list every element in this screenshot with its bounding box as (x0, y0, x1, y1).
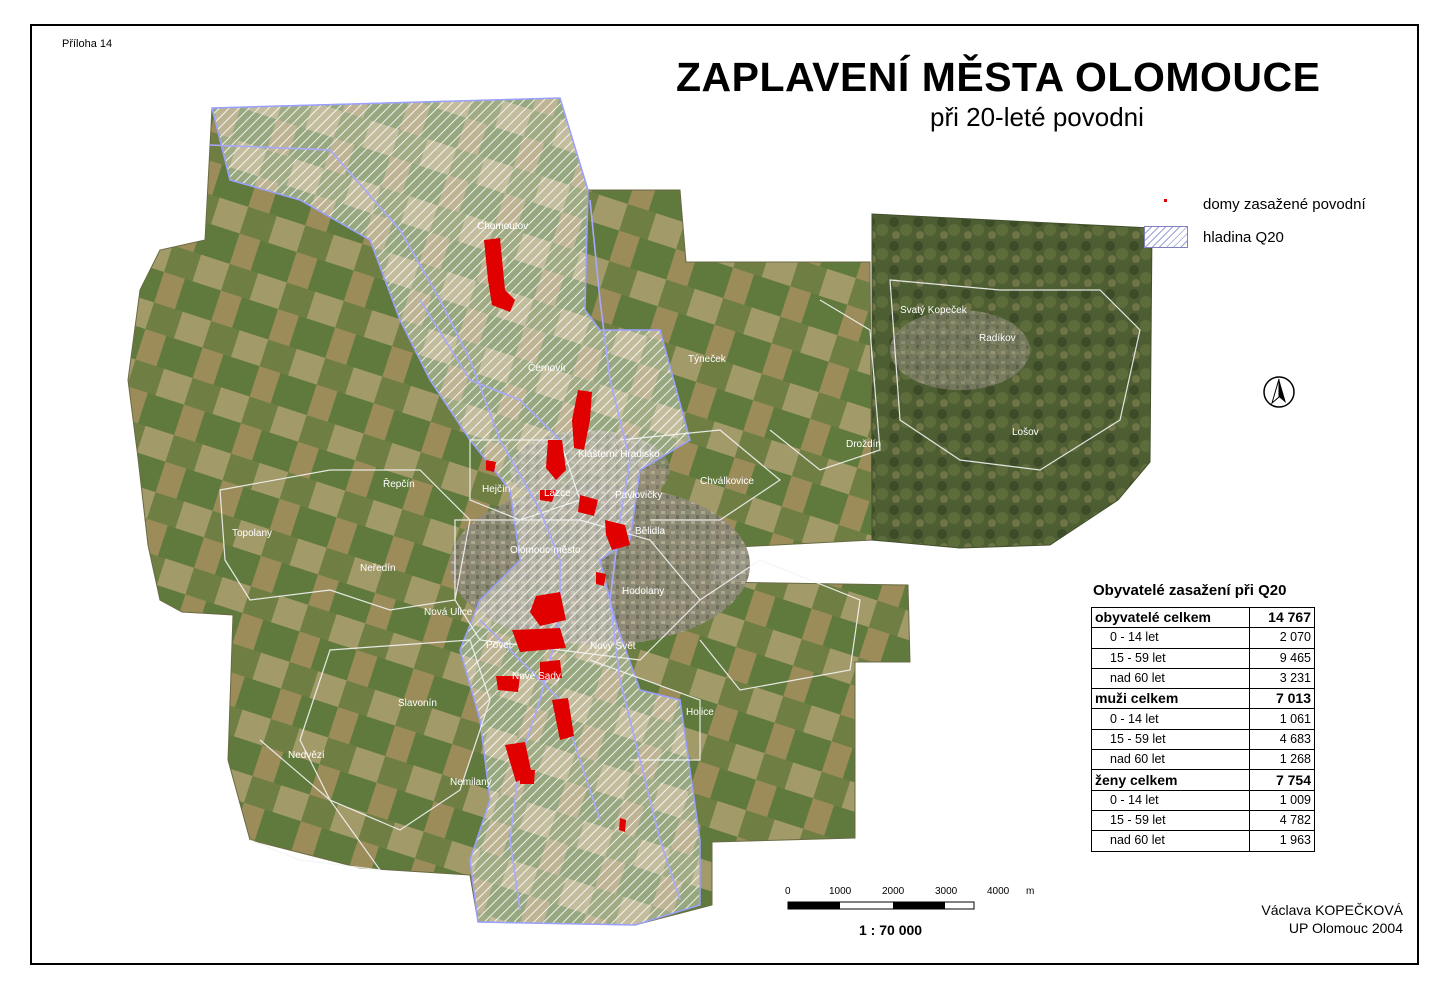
stats-row (1092, 709, 1315, 729)
stats-row (1092, 729, 1315, 749)
stats-row-label: muži celkem (1092, 689, 1250, 709)
stats-row (1092, 770, 1315, 790)
place-name-label: Černovír (528, 363, 567, 374)
place-name-label: Droždín (846, 439, 882, 450)
place-name-label: Hodolany (622, 586, 665, 597)
scale-tick-label: 3000 (935, 886, 958, 897)
scale-tick-label: 0 (785, 886, 791, 897)
stats-row-value: 2 070 (1250, 628, 1315, 648)
stats-table-title: Obyvatelé zasažení při Q20 (1093, 582, 1287, 599)
stats-row-label: 0 - 14 let (1092, 709, 1250, 729)
scale-tick-label: 2000 (882, 886, 905, 897)
place-name-label: Klášterní Hradisko (578, 449, 660, 460)
stats-row (1092, 831, 1315, 851)
place-name-label: Povel (486, 640, 512, 651)
place-name-label: Nový Svět (590, 641, 636, 652)
scale-ratio: 1 : 70 000 (859, 922, 923, 938)
stats-row-label: ženy celkem (1092, 770, 1250, 790)
stats-row-value: 9 465 (1250, 648, 1315, 668)
stats-row-label: nad 60 let (1092, 750, 1250, 770)
place-name-label: Řepčín (383, 479, 415, 490)
place-name-label: Olomouc-město (510, 545, 581, 556)
place-name-label: Hejčín (482, 484, 511, 495)
place-name-label: Bělidla (635, 526, 666, 537)
annex-label: Příloha 14 (62, 38, 113, 50)
stats-row-value: 4 782 (1250, 810, 1315, 830)
author-org: UP Olomouc 2004 (1288, 920, 1403, 936)
stats-row-value: 7 013 (1250, 689, 1315, 709)
place-name-label: Nová Ulice (424, 607, 473, 618)
stats-row (1092, 810, 1315, 830)
flood-hatch-swatch-icon (1144, 226, 1188, 248)
place-name-label: Chomoutov (477, 221, 529, 232)
scale-tick-label: 4000 (987, 886, 1010, 897)
north-arrow-icon (1262, 375, 1296, 409)
stats-row-label: nad 60 let (1092, 668, 1250, 688)
scale-unit-label: m (1026, 886, 1035, 897)
stats-row-label: 15 - 59 let (1092, 810, 1250, 830)
stats-row (1092, 648, 1315, 668)
affected-house-marker-icon (1164, 199, 1167, 202)
author-name: Václava KOPEČKOVÁ (1261, 902, 1403, 918)
stats-row (1092, 628, 1315, 648)
stats-row (1092, 790, 1315, 810)
place-name-label: Topolany (232, 528, 273, 539)
map-area-east (872, 214, 1152, 548)
legend-houses-label: domy zasažené povodní (1203, 196, 1366, 213)
map-subtitle: při 20-leté povodni (930, 102, 1144, 132)
stats-row-value: 14 767 (1250, 608, 1315, 628)
place-name-label: Chválkovice (700, 476, 754, 487)
stats-row-value: 1 009 (1250, 790, 1315, 810)
stats-row (1092, 750, 1315, 770)
place-name-label: Nové Sady (512, 671, 561, 682)
stats-row-label: 0 - 14 let (1092, 790, 1250, 810)
stats-row-label: obyvatelé celkem (1092, 608, 1250, 628)
stats-row-label: 0 - 14 let (1092, 628, 1250, 648)
stats-row-label: nad 60 let (1092, 831, 1250, 851)
place-name-label: Nemilany (450, 777, 492, 788)
place-name-label: Radíkov (979, 333, 1016, 344)
stats-table (1091, 607, 1315, 852)
stats-row-value: 7 754 (1250, 770, 1315, 790)
place-name-label: Neředín (360, 563, 396, 574)
stats-row-value: 1 268 (1250, 750, 1315, 770)
stats-row-label: 15 - 59 let (1092, 648, 1250, 668)
stats-row-label: 15 - 59 let (1092, 729, 1250, 749)
urban-east (890, 310, 1030, 390)
place-name-label: Holice (686, 707, 714, 718)
place-name-label: Lazce (544, 488, 571, 499)
place-name-label: Svatý Kopeček (900, 305, 967, 316)
map-title: ZAPLAVENÍ MĚSTA OLOMOUCE (676, 54, 1321, 100)
stats-row (1092, 608, 1315, 628)
place-name-label: Pavlovičky (615, 490, 663, 501)
place-name-label: Nedvězí (288, 750, 325, 761)
stats-row-value: 1 061 (1250, 709, 1315, 729)
place-name-label: Týneček (688, 354, 726, 365)
scale-bar (788, 902, 974, 909)
place-name-label: Slavonín (398, 698, 437, 709)
legend-flood-label: hladina Q20 (1203, 229, 1284, 246)
place-name-label: Lošov (1012, 427, 1039, 438)
stats-row-value: 3 231 (1250, 668, 1315, 688)
scale-tick-label: 1000 (829, 886, 852, 897)
stats-row-value: 4 683 (1250, 729, 1315, 749)
stats-row-value: 1 963 (1250, 831, 1315, 851)
stats-row (1092, 668, 1315, 688)
stats-row (1092, 689, 1315, 709)
